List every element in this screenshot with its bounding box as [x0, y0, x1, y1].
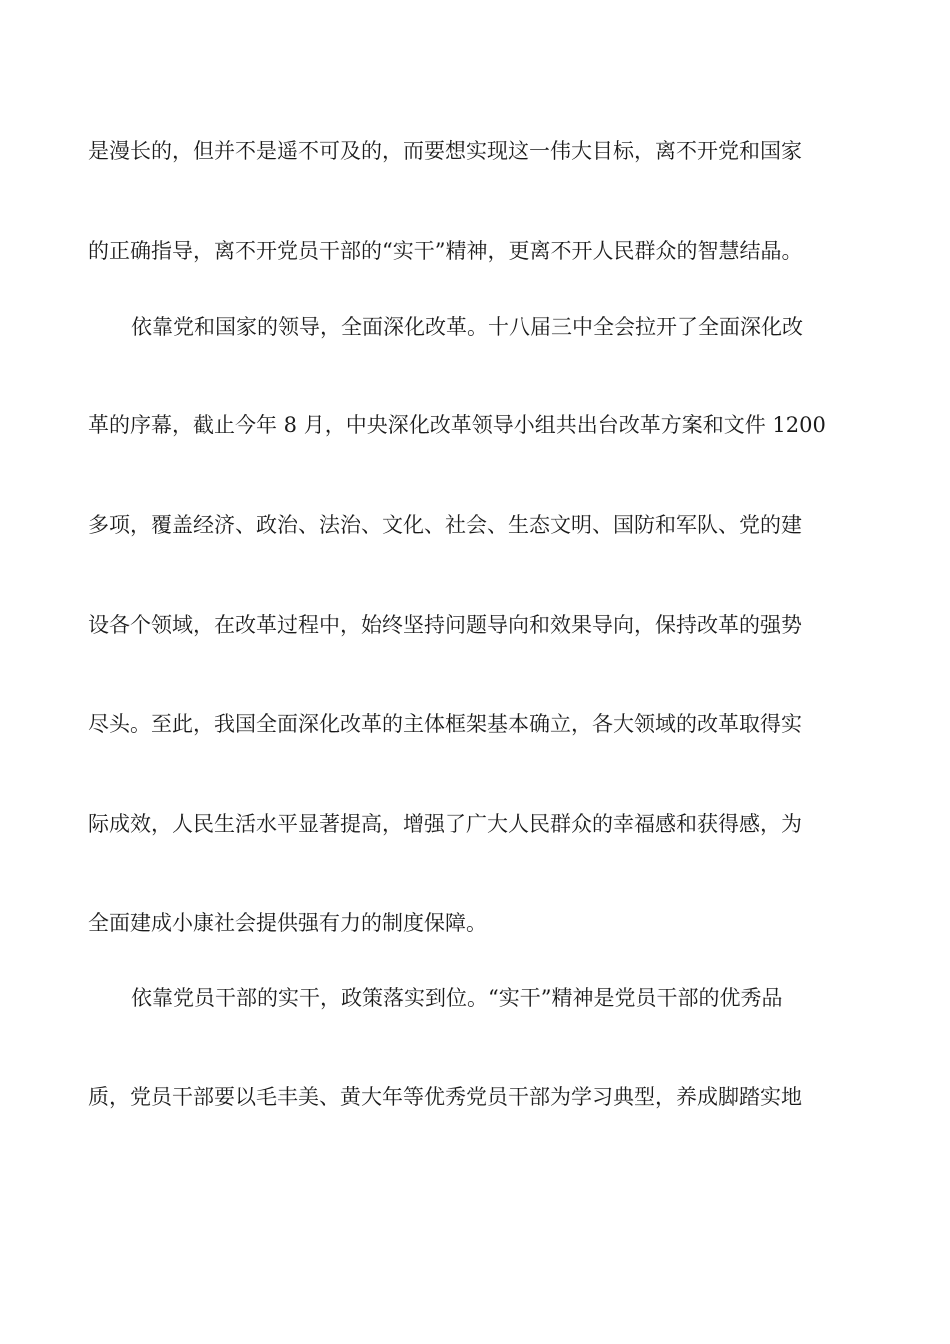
text-line: 际成效，人民生活水平显著提高，增强了广大人民群众的幸福感和获得感，为: [88, 812, 802, 836]
text-line: 设各个领域，在改革过程中，始终坚持问题导向和效果导向，保持改革的强势: [88, 613, 802, 637]
text-line: 全面建成小康社会提供强有力的制度保障。: [88, 911, 487, 935]
paragraph-start-line: 依靠党员干部的实干，政策落实到位。“实干”精神是党员干部的优秀品: [131, 986, 783, 1010]
text-line: 多项，覆盖经济、政治、法治、文化、社会、生态文明、国防和军队、党的建: [88, 513, 802, 537]
text-line: 革的序幕，截止今年 8 月，中央深化改革领导小组共出台改革方案和文件 1200: [88, 413, 826, 437]
text-line: 尽头。至此，我国全面深化改革的主体框架基本确立，各大领域的改革取得实: [88, 712, 802, 736]
text-line: 的正确指导，离不开党员干部的“实干”精神，更离不开人民群众的智慧结晶。: [88, 239, 803, 263]
text-line: 是漫长的，但并不是遥不可及的，而要想实现这一伟大目标，离不开党和国家: [88, 139, 802, 163]
paragraph-start-line: 依靠党和国家的领导，全面深化改革。十八届三中全会拉开了全面深化改: [131, 315, 803, 339]
text-line: 质，党员干部要以毛丰美、黄大年等优秀党员干部为学习典型，养成脚踏实地: [88, 1085, 802, 1109]
